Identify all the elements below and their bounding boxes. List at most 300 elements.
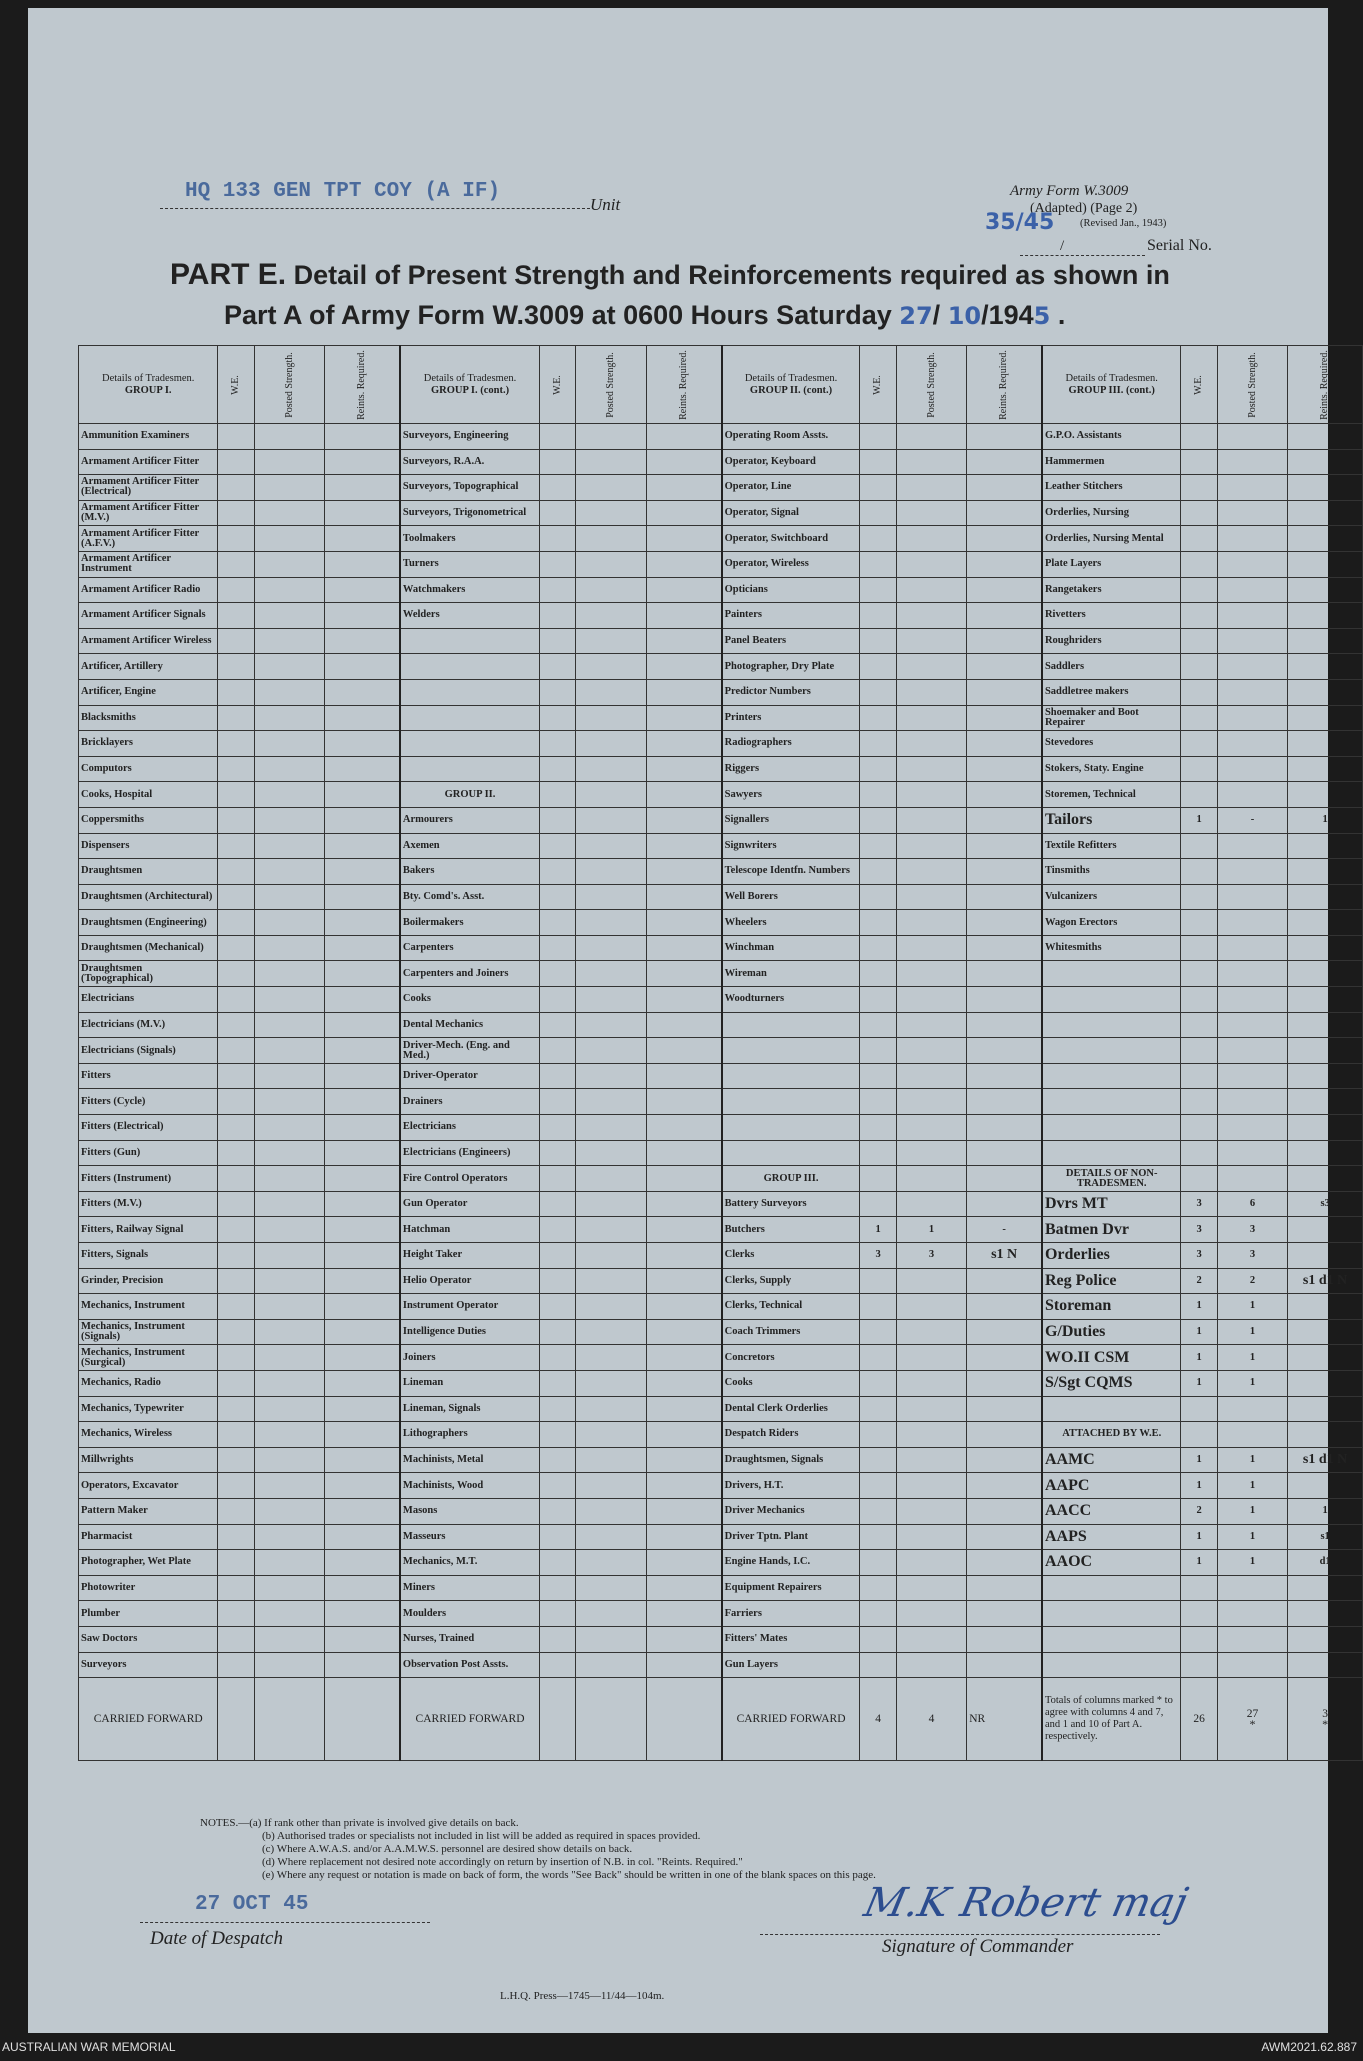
trade-label: Equipment Repairers xyxy=(722,1575,860,1601)
posted-cell: 1 xyxy=(1217,1524,1288,1550)
trade-label: Farriers xyxy=(722,1601,860,1627)
reints-cell xyxy=(646,1652,721,1678)
posted-cell xyxy=(1217,1115,1288,1141)
we-cell: 1 xyxy=(1181,1345,1217,1371)
trade-label: Painters xyxy=(722,603,860,629)
trade-label: Drivers, H.T. xyxy=(722,1473,860,1499)
trade-label: Mechanics, Instrument (Signals) xyxy=(79,1319,218,1345)
reints-cell xyxy=(967,1345,1042,1371)
reints-cell xyxy=(646,731,721,757)
we-cell xyxy=(218,654,254,680)
reints-cell xyxy=(967,859,1042,885)
table-row xyxy=(79,1370,1363,1396)
header-col2 xyxy=(400,346,540,424)
trade-label: AAPS xyxy=(1042,1524,1181,1550)
trade-label: Helio Operator xyxy=(400,1268,540,1294)
posted-cell xyxy=(254,1191,325,1217)
we-cell xyxy=(1181,935,1217,961)
posted-cell xyxy=(1217,910,1288,936)
posted-cell xyxy=(254,551,325,577)
reints-cell xyxy=(1288,1370,1363,1396)
reints-cell: s1 N xyxy=(967,1243,1042,1269)
reints-cell xyxy=(646,807,721,833)
we-cell: 1 xyxy=(1181,1447,1217,1473)
posted-cell xyxy=(576,807,647,833)
reints-cell xyxy=(325,1652,400,1678)
posted-cell xyxy=(1217,1063,1288,1089)
reints-cell xyxy=(1288,475,1363,501)
we-cell xyxy=(218,500,254,526)
we-cell xyxy=(540,1294,576,1320)
posted-cell xyxy=(576,1652,647,1678)
trade-label: Engine Hands, I.C. xyxy=(722,1550,860,1576)
reints-cell xyxy=(1288,1166,1363,1192)
posted-cell xyxy=(1217,935,1288,961)
reints-cell xyxy=(967,1140,1042,1166)
table-row xyxy=(79,1626,1363,1652)
trade-label: Orderlies xyxy=(1042,1243,1181,1269)
reints-cell xyxy=(967,1370,1042,1396)
trade-label: Predictor Numbers xyxy=(722,679,860,705)
reints-cell xyxy=(646,526,721,552)
title-year-pre: 194 xyxy=(988,300,1034,330)
reints-cell xyxy=(967,1422,1042,1448)
trade-label: Carpenters xyxy=(400,935,540,961)
posted-cell xyxy=(254,526,325,552)
we-cell xyxy=(860,1601,896,1627)
trade-label: Axemen xyxy=(400,833,540,859)
posted-cell xyxy=(1217,679,1288,705)
cf-star: * xyxy=(1249,1716,1256,1731)
posted-cell xyxy=(576,910,647,936)
we-cell xyxy=(540,1345,576,1371)
we-cell xyxy=(218,1524,254,1550)
reints-cell xyxy=(1288,1063,1363,1089)
serial-underline xyxy=(1020,255,1145,256)
reints-cell xyxy=(967,1012,1042,1038)
credit-left: AUSTRALIAN WAR MEMORIAL xyxy=(2,2040,176,2054)
reints-cell xyxy=(325,859,400,885)
posted-cell xyxy=(896,603,967,629)
reints-cell xyxy=(325,1626,400,1652)
reints-cell xyxy=(967,1447,1042,1473)
cf-c3-we: 4 xyxy=(860,1678,896,1761)
commander-signature: M.K Robert maj xyxy=(860,1880,1192,1926)
trade-label: Riggers xyxy=(722,756,860,782)
posted-cell xyxy=(254,961,325,987)
trade-label: Wagon Erectors xyxy=(1042,910,1181,936)
posted-cell: 1 xyxy=(1217,1345,1288,1371)
reints-cell xyxy=(967,782,1042,808)
table-row xyxy=(79,551,1363,577)
table-row xyxy=(79,449,1363,475)
reints-cell xyxy=(967,1319,1042,1345)
posted-cell xyxy=(896,1319,967,1345)
trade-label: Woodturners xyxy=(722,987,860,1013)
posted-cell: 1 xyxy=(896,1217,967,1243)
posted-cell xyxy=(576,1191,647,1217)
we-cell xyxy=(218,1345,254,1371)
posted-cell xyxy=(1217,961,1288,987)
title-part: PART E. xyxy=(170,258,287,291)
posted-cell xyxy=(896,1012,967,1038)
reints-cell xyxy=(646,1243,721,1269)
posted-cell xyxy=(576,475,647,501)
posted-cell xyxy=(254,424,325,450)
posted-cell xyxy=(1217,705,1288,731)
we-cell xyxy=(1181,654,1217,680)
posted-cell xyxy=(896,1166,967,1192)
table-row xyxy=(79,628,1363,654)
reints-cell: - xyxy=(967,1217,1042,1243)
reints-cell xyxy=(325,603,400,629)
reints-cell xyxy=(967,1601,1042,1627)
we-cell xyxy=(1181,987,1217,1013)
table-row xyxy=(79,987,1363,1013)
reints-cell xyxy=(646,1217,721,1243)
posted-cell: 1 xyxy=(1217,1294,1288,1320)
we-cell xyxy=(218,1012,254,1038)
reints-cell xyxy=(325,1575,400,1601)
posted-cell: 2 xyxy=(1217,1268,1288,1294)
reints-cell xyxy=(967,1575,1042,1601)
reints-cell xyxy=(325,1012,400,1038)
we-cell xyxy=(218,1038,254,1064)
cf-c3-reints: NR xyxy=(967,1678,1042,1761)
reints-cell xyxy=(1288,1089,1363,1115)
trade-label: DETAILS OF NON-TRADESMEN. xyxy=(1042,1166,1181,1192)
trade-label: Fitters xyxy=(79,1063,218,1089)
trade-label xyxy=(1042,1089,1181,1115)
we-cell xyxy=(540,859,576,885)
trade-label xyxy=(400,654,540,680)
we-cell: 1 xyxy=(1181,807,1217,833)
reints-cell xyxy=(325,1268,400,1294)
cell xyxy=(576,1678,647,1761)
trade-label xyxy=(1042,961,1181,987)
trade-label: Dental Mechanics xyxy=(400,1012,540,1038)
we-cell xyxy=(540,449,576,475)
trade-label: Saddlers xyxy=(1042,654,1181,680)
posted-cell xyxy=(1217,1575,1288,1601)
trade-label: Clerks, Technical xyxy=(722,1294,860,1320)
posted-cell xyxy=(1217,1601,1288,1627)
we-cell xyxy=(540,1370,576,1396)
form-ref-line1: Army Form W.3009 xyxy=(1010,183,1129,199)
reints-cell xyxy=(1288,1626,1363,1652)
we-cell xyxy=(218,1140,254,1166)
trade-label: Mechanics, Typewriter xyxy=(79,1396,218,1422)
we-cell xyxy=(540,679,576,705)
reints-cell xyxy=(646,679,721,705)
we-cell xyxy=(1181,449,1217,475)
reints-cell xyxy=(646,1498,721,1524)
posted-cell xyxy=(1217,731,1288,757)
trade-label: Rangetakers xyxy=(1042,577,1181,603)
posted-cell xyxy=(896,654,967,680)
trade-label: Welders xyxy=(400,603,540,629)
header-posted-label: Posted Strength. xyxy=(283,351,295,418)
table-row xyxy=(79,1498,1363,1524)
form-ref-line2: (Adapted) (Page 2) xyxy=(1030,201,1138,216)
title-text2: Part A of Army Form W.3009 at 0600 Hours Saturday xyxy=(224,300,892,330)
reints-cell xyxy=(967,1038,1042,1064)
header-col1-group: GROUP I. xyxy=(124,384,172,396)
table-row xyxy=(79,1166,1363,1192)
we-cell: 1 xyxy=(1181,1550,1217,1576)
trade-label: GROUP III. xyxy=(722,1166,860,1192)
trade-label: Coach Trimmers xyxy=(722,1319,860,1345)
reints-cell xyxy=(967,1396,1042,1422)
we-cell xyxy=(540,1498,576,1524)
trade-label: Turners xyxy=(400,551,540,577)
trade-label: Operator, Line xyxy=(722,475,860,501)
reints-cell xyxy=(967,935,1042,961)
trade-label: Plate Layers xyxy=(1042,551,1181,577)
posted-cell xyxy=(1217,987,1288,1013)
table-row xyxy=(79,1575,1363,1601)
reints-cell xyxy=(325,884,400,910)
we-cell xyxy=(1181,731,1217,757)
trade-label: Tailors xyxy=(1042,807,1181,833)
posted-cell xyxy=(896,1601,967,1627)
note-line: NOTES.—(a) If rank other than private is involved give details on back. xyxy=(200,1817,519,1829)
reints-cell xyxy=(1288,424,1363,450)
posted-cell xyxy=(1217,782,1288,808)
we-cell xyxy=(540,1626,576,1652)
table-row xyxy=(79,1601,1363,1627)
reints-cell xyxy=(967,424,1042,450)
cell xyxy=(325,1678,400,1761)
trade-label: Storemen, Technical xyxy=(1042,782,1181,808)
posted-cell: 6 xyxy=(1217,1191,1288,1217)
trade-label: Roughriders xyxy=(1042,628,1181,654)
posted-cell xyxy=(576,1166,647,1192)
posted-cell xyxy=(896,679,967,705)
reints-cell xyxy=(325,1038,400,1064)
we-cell: 1 xyxy=(1181,1524,1217,1550)
posted-cell xyxy=(254,1217,325,1243)
posted-cell xyxy=(254,1012,325,1038)
we-cell xyxy=(218,1498,254,1524)
trade-label: Joiners xyxy=(400,1345,540,1371)
reints-cell xyxy=(325,424,400,450)
we-cell xyxy=(540,500,576,526)
posted-cell xyxy=(254,987,325,1013)
we-cell xyxy=(218,1166,254,1192)
reints-cell xyxy=(325,449,400,475)
table-row xyxy=(79,1038,1363,1064)
reints-cell xyxy=(967,628,1042,654)
unit-label: Unit xyxy=(590,195,621,214)
trade-label: Storeman xyxy=(1042,1294,1181,1320)
posted-cell xyxy=(576,654,647,680)
we-cell xyxy=(218,884,254,910)
trade-label xyxy=(400,705,540,731)
reints-cell xyxy=(967,731,1042,757)
reints-cell xyxy=(1288,1243,1363,1269)
form-ref-typed: 35/45 xyxy=(985,210,1055,235)
we-cell xyxy=(218,551,254,577)
posted-cell xyxy=(254,1575,325,1601)
header-we xyxy=(218,346,254,424)
reints-cell xyxy=(1288,449,1363,475)
title-year-digit: 5 xyxy=(1033,302,1051,330)
press-line: L.H.Q. Press—1745—11/44—104m. xyxy=(500,1990,665,2002)
posted-cell xyxy=(576,424,647,450)
we-cell xyxy=(218,935,254,961)
trade-label: Battery Surveyors xyxy=(722,1191,860,1217)
trade-label: ATTACHED BY W.E. xyxy=(1042,1422,1181,1448)
trade-label: Orderlies, Nursing xyxy=(1042,500,1181,526)
notes-block xyxy=(200,1817,876,1882)
reints-cell: 1 xyxy=(1288,807,1363,833)
strength-table xyxy=(78,345,1363,1761)
reints-cell xyxy=(646,859,721,885)
header-col2-label: Details of Tradesmen. xyxy=(423,372,517,384)
posted-cell xyxy=(896,577,967,603)
trade-label: Watchmakers xyxy=(400,577,540,603)
trade-label: Mechanics, M.T. xyxy=(400,1550,540,1576)
reints-cell xyxy=(646,577,721,603)
we-cell xyxy=(860,782,896,808)
header-col3-label: Details of Tradesmen. xyxy=(744,372,838,384)
posted-cell xyxy=(254,500,325,526)
header-posted-label: Posted Strength. xyxy=(605,351,617,418)
trade-label: Draughtsmen (Engineering) xyxy=(79,910,218,936)
trade-label xyxy=(1042,1063,1181,1089)
posted-cell xyxy=(896,1370,967,1396)
reints-cell xyxy=(646,1038,721,1064)
posted-cell xyxy=(254,782,325,808)
we-cell xyxy=(1181,961,1217,987)
posted-cell xyxy=(254,1626,325,1652)
reints-cell xyxy=(646,756,721,782)
trade-label: Textile Refitters xyxy=(1042,833,1181,859)
header-we-label: W.E. xyxy=(872,374,884,395)
reints-cell xyxy=(325,1601,400,1627)
reints-cell xyxy=(646,551,721,577)
trade-label: Operators, Excavator xyxy=(79,1473,218,1499)
reints-cell xyxy=(1288,1140,1363,1166)
we-cell xyxy=(540,807,576,833)
reints-cell xyxy=(646,1396,721,1422)
posted-cell xyxy=(254,705,325,731)
trade-label: Drainers xyxy=(400,1089,540,1115)
reints-cell xyxy=(325,1498,400,1524)
posted-cell xyxy=(254,603,325,629)
reints-cell xyxy=(646,1089,721,1115)
cell xyxy=(254,1678,325,1761)
reints-cell xyxy=(646,884,721,910)
posted-cell xyxy=(576,935,647,961)
posted-cell xyxy=(254,859,325,885)
posted-cell xyxy=(1217,654,1288,680)
serial-label: Serial No. xyxy=(1147,237,1212,254)
posted-cell xyxy=(576,500,647,526)
posted-cell xyxy=(576,1294,647,1320)
reints-cell xyxy=(325,910,400,936)
trade-label: Hammermen xyxy=(1042,449,1181,475)
trade-label: G.P.O. Assistants xyxy=(1042,424,1181,450)
posted-cell xyxy=(896,1626,967,1652)
we-cell xyxy=(860,1575,896,1601)
reints-cell xyxy=(1288,731,1363,757)
posted-cell xyxy=(896,1038,967,1064)
table-row xyxy=(79,1012,1363,1038)
trade-label: Electricians xyxy=(400,1115,540,1141)
posted-cell xyxy=(1217,1166,1288,1192)
serial-sep: / xyxy=(1060,238,1065,254)
we-cell xyxy=(218,1396,254,1422)
reints-cell xyxy=(967,679,1042,705)
table-row xyxy=(79,1652,1363,1678)
reints-cell xyxy=(646,654,721,680)
we-cell xyxy=(218,1575,254,1601)
reints-cell xyxy=(646,475,721,501)
trade-label xyxy=(722,1089,860,1115)
trade-label: Surveyors, Engineering xyxy=(400,424,540,450)
trade-label: Plumber xyxy=(79,1601,218,1627)
reints-cell xyxy=(967,551,1042,577)
header-posted-label: Posted Strength. xyxy=(1246,351,1258,418)
we-cell xyxy=(540,705,576,731)
reints-cell xyxy=(646,1294,721,1320)
posted-cell xyxy=(576,884,647,910)
reints-cell xyxy=(325,833,400,859)
we-cell xyxy=(540,1319,576,1345)
reints-cell xyxy=(967,884,1042,910)
we-cell xyxy=(218,1601,254,1627)
cell xyxy=(646,1678,721,1761)
trade-label: Millwrights xyxy=(79,1447,218,1473)
carried-forward-label: CARRIED FORWARD xyxy=(722,1678,860,1761)
posted-cell xyxy=(896,628,967,654)
trade-label: Instrument Operator xyxy=(400,1294,540,1320)
header-reints xyxy=(967,346,1042,424)
trade-label: Moulders xyxy=(400,1601,540,1627)
we-cell xyxy=(540,603,576,629)
we-cell xyxy=(540,833,576,859)
posted-cell xyxy=(1217,475,1288,501)
posted-cell xyxy=(254,1370,325,1396)
trade-label: Draughtsmen (Mechanical) xyxy=(79,935,218,961)
header-posted xyxy=(896,346,967,424)
reints-cell xyxy=(325,807,400,833)
we-cell xyxy=(218,1422,254,1448)
reints-cell xyxy=(967,1191,1042,1217)
reints-cell xyxy=(967,577,1042,603)
trade-label: Photographer, Dry Plate xyxy=(722,654,860,680)
reints-cell xyxy=(1288,628,1363,654)
trade-label xyxy=(1042,1396,1181,1422)
we-cell xyxy=(540,526,576,552)
reints-cell xyxy=(646,782,721,808)
trade-label: Surveyors xyxy=(79,1652,218,1678)
posted-cell xyxy=(896,1550,967,1576)
we-cell xyxy=(1181,1396,1217,1422)
trade-label: Machinists, Wood xyxy=(400,1473,540,1499)
trade-label: Draughtsmen (Topographical) xyxy=(79,961,218,987)
we-cell xyxy=(540,1140,576,1166)
reints-cell xyxy=(325,1396,400,1422)
reints-cell: s1 d1 N xyxy=(1288,1268,1363,1294)
posted-cell xyxy=(896,731,967,757)
we-cell xyxy=(218,679,254,705)
table-row xyxy=(79,1345,1363,1371)
trade-label: G/Duties xyxy=(1042,1319,1181,1345)
we-cell xyxy=(540,1063,576,1089)
